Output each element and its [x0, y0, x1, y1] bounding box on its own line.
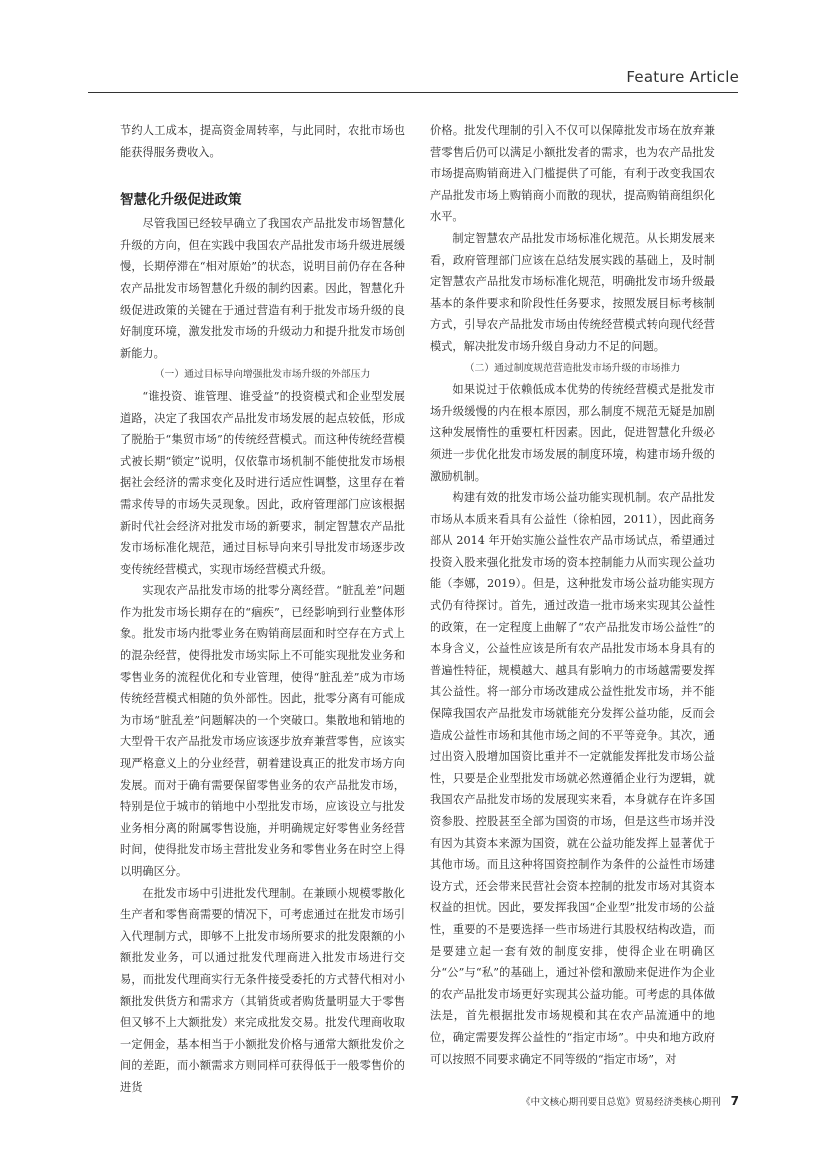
- subsection-heading: （一）通过目标导向增强批发市场升级的外部压力: [154, 369, 371, 381]
- section-header: Feature Article: [626, 68, 739, 86]
- paragraph: 尽管我国已经较早确立了我国农产品批发市场智慧化升级的方向，但在实践中我国农产品批发市场升级进展缓慢，长期停滞在“相对原始”的状态，说明目前仍存在各种农产品批发市场智慧化升级的制约因素。因此，智慧化升级促进政策的关键在于通过营造有利于批发市场升级的良好制度环境，激发批发市场的升级动力和提升批发市场创新能力。: [120, 217, 405, 360]
- right-column: [430, 120, 715, 1070]
- subsection-heading: （二）通过制度规范营造批发市场升级的市场推力: [464, 362, 681, 374]
- section-heading: 智慧化升级促进政策: [120, 192, 242, 209]
- paragraph: 构建有效的批发市场公益功能实现机制。农产品批发市场从本质来看具有公益性（徐柏园，2011），因此商务部从 2014 年开始实施公益性农产品市场试点，希望通过投资入股来强化批发市场的资本控制能力从而实现公益功能（李娜，2019）。但是，这种批发市场公益功能实现方式仍有待探讨。首先，通过改造一批市场来实现其公益性的政策，在一定程度上曲解了“农产品批发市场公益性”的本身含义，公益性应该是所有农产品批发市场本身具有的普遍性特征，规模越大、越具有影响力的市场越需要发挥其公益性。将一部分市场改建成公益性批发市场，并不能保障我国农产品批发市场就能充分发挥公益功能，反而会造成公益性市场和其他市场之间的不平等竞争。其次，通过出资入股增加国资比重并不一定就能发挥批发市场公益性，只要是企业型批发市场就必然遵循企业行为逻辑，就我国农产品批发市场的发展现实来看，本身就存在许多国资参股、控股甚至全部为国资的市场，但是这些市场并没有因为其资本来源为国资，就在公益功能发挥上显著优于其他市场。而且这种将国资控制作为条件的公益性市场建设方式，还会带来民营社会资本控制的批发市场对其资本权益的担忧。因此，要发挥我国“企业型”批发市场的公益性，重要的不是要选择一些市场进行其股权结构改造，而是要建立起一套有效的制度安排，使得企业在明确区分“公”与“私”的基础上，通过补偿和激励来促进作为企业的农产品批发市场更好实现其公益功能。可考虑的具体做法是，首先根据批发市场规模和其在农产品流通中的地位，确定需要发挥公益性的“指定市场”。中央和地方政府可以按照不同要求确定不同等级的“指定市场”，对: [430, 491, 715, 1066]
- paragraph: 在批发市场中引进批发代理制。在兼顾小规模零散化生产者和零售商需要的情况下，可考虑通过在批发市场引入代理制方式，即够不上批发市场所要求的批发限额的小额批发业务，可以通过批发代理商进入批发市场进行交易，而批发代理商实行无条件接受委托的方式替代相对小额批发供货方和需求方（其销货或者购货量明显大于零售但又够不上大额批发）来完成批发交易。批发代理商收取一定佣金，基本相当于小额批发价格与通常大额批发价之间的差距，而小额需求方则同样可获得低于一般零售价的进货: [120, 886, 405, 1094]
- page-footer: [521, 1094, 739, 1108]
- paragraph: 如果说过于依赖低成本优势的传统经营模式是批发市场升级缓慢的内在根本原因，那么制度不规范无疑是加剧这种发展惰性的重要杠杆因素。因此，促进智慧化升级必须进一步优化批发市场发展的制度环境，构建市场升级的激励机制。: [430, 383, 715, 483]
- paragraph: 价格。批发代理制的引入不仅可以保障批发市场在放弃兼营零售后仍可以满足小额批发者的需求，也为农产品批发市场提高购销商进入门槛提供了可能，有利于改变我国农产品批发市场上购销商小而散的现状，提高购销商组织化水平。: [430, 124, 715, 224]
- paragraph: “谁投资、谁管理、谁受益”的投资模式和企业型发展道路，决定了我国农产品批发市场发展的起点较低，形成了脱胎于“集贸市场”的传统经营模式。而这种传统经营模式被长期“锁定”说明，仅依靠市场机制不能使批发市场根据社会经济的需求变化及时进行适应性调整，这里存在着需求传导的市场失灵现象。因此，政府管理部门应该根据新时代社会经济对批发市场的新要求，制定智慧农产品批发市场标准化规范，通过目标导向来引导批发市场逐步改变传统经营模式，实现市场经营模式升级。: [120, 389, 405, 576]
- page-number: 7: [730, 1094, 739, 1108]
- paragraph: 实现农产品批发市场的批零分离经营。“脏乱差”问题作为批发市场长期存在的“痼疾”，已经影响到行业整体形象。批发市场内批零业务在购销商层面和时空存在方式上的混杂经营，使得批发市场实际上不可能实现批发业务和零售业务的流程优化和专业管理，使得“脏乱差”成为市场传统经营模式相随的负外部性。因此，批零分离有可能成为市场“脏乱差”问题解决的一个突破口。集散地和销地的大型骨干农产品批发市场应该逐步放弃兼营零售，应该实现严格意义上的分业经营，朝着建设真正的批发市场方向发展。而对于确有需要保留零售业务的农产品批发市场，特别是位于城市的销地中小型批发市场，应该设立与批发业务相分离的附属零售设施，并明确规定好零售业务经营时间，使得批发市场主营批发业务和零售业务在时空上得以明确区分。: [120, 584, 405, 878]
- left-column: [120, 120, 405, 1099]
- header-rule: [88, 92, 738, 93]
- paragraph: 制定智慧农产品批发市场标准化规范。从长期发展来看，政府管理部门应该在总结发展实践的基础上，及时制定智慧农产品批发市场标准化规范，明确批发市场升级最基本的条件要求和阶段性任务要求，按照发展目标考核制方式，引导农产品批发市场由传统经营模式转向现代经营模式，解决批发市场升级自身动力不足的问题。: [430, 231, 715, 353]
- paragraph: 节约人工成本，提高资金周转率，与此同时，农批市场也能获得服务费收入。: [120, 124, 405, 159]
- journal-label: 《中文核心期刊要目总览》贸易经济类核心期刊: [521, 1097, 721, 1108]
